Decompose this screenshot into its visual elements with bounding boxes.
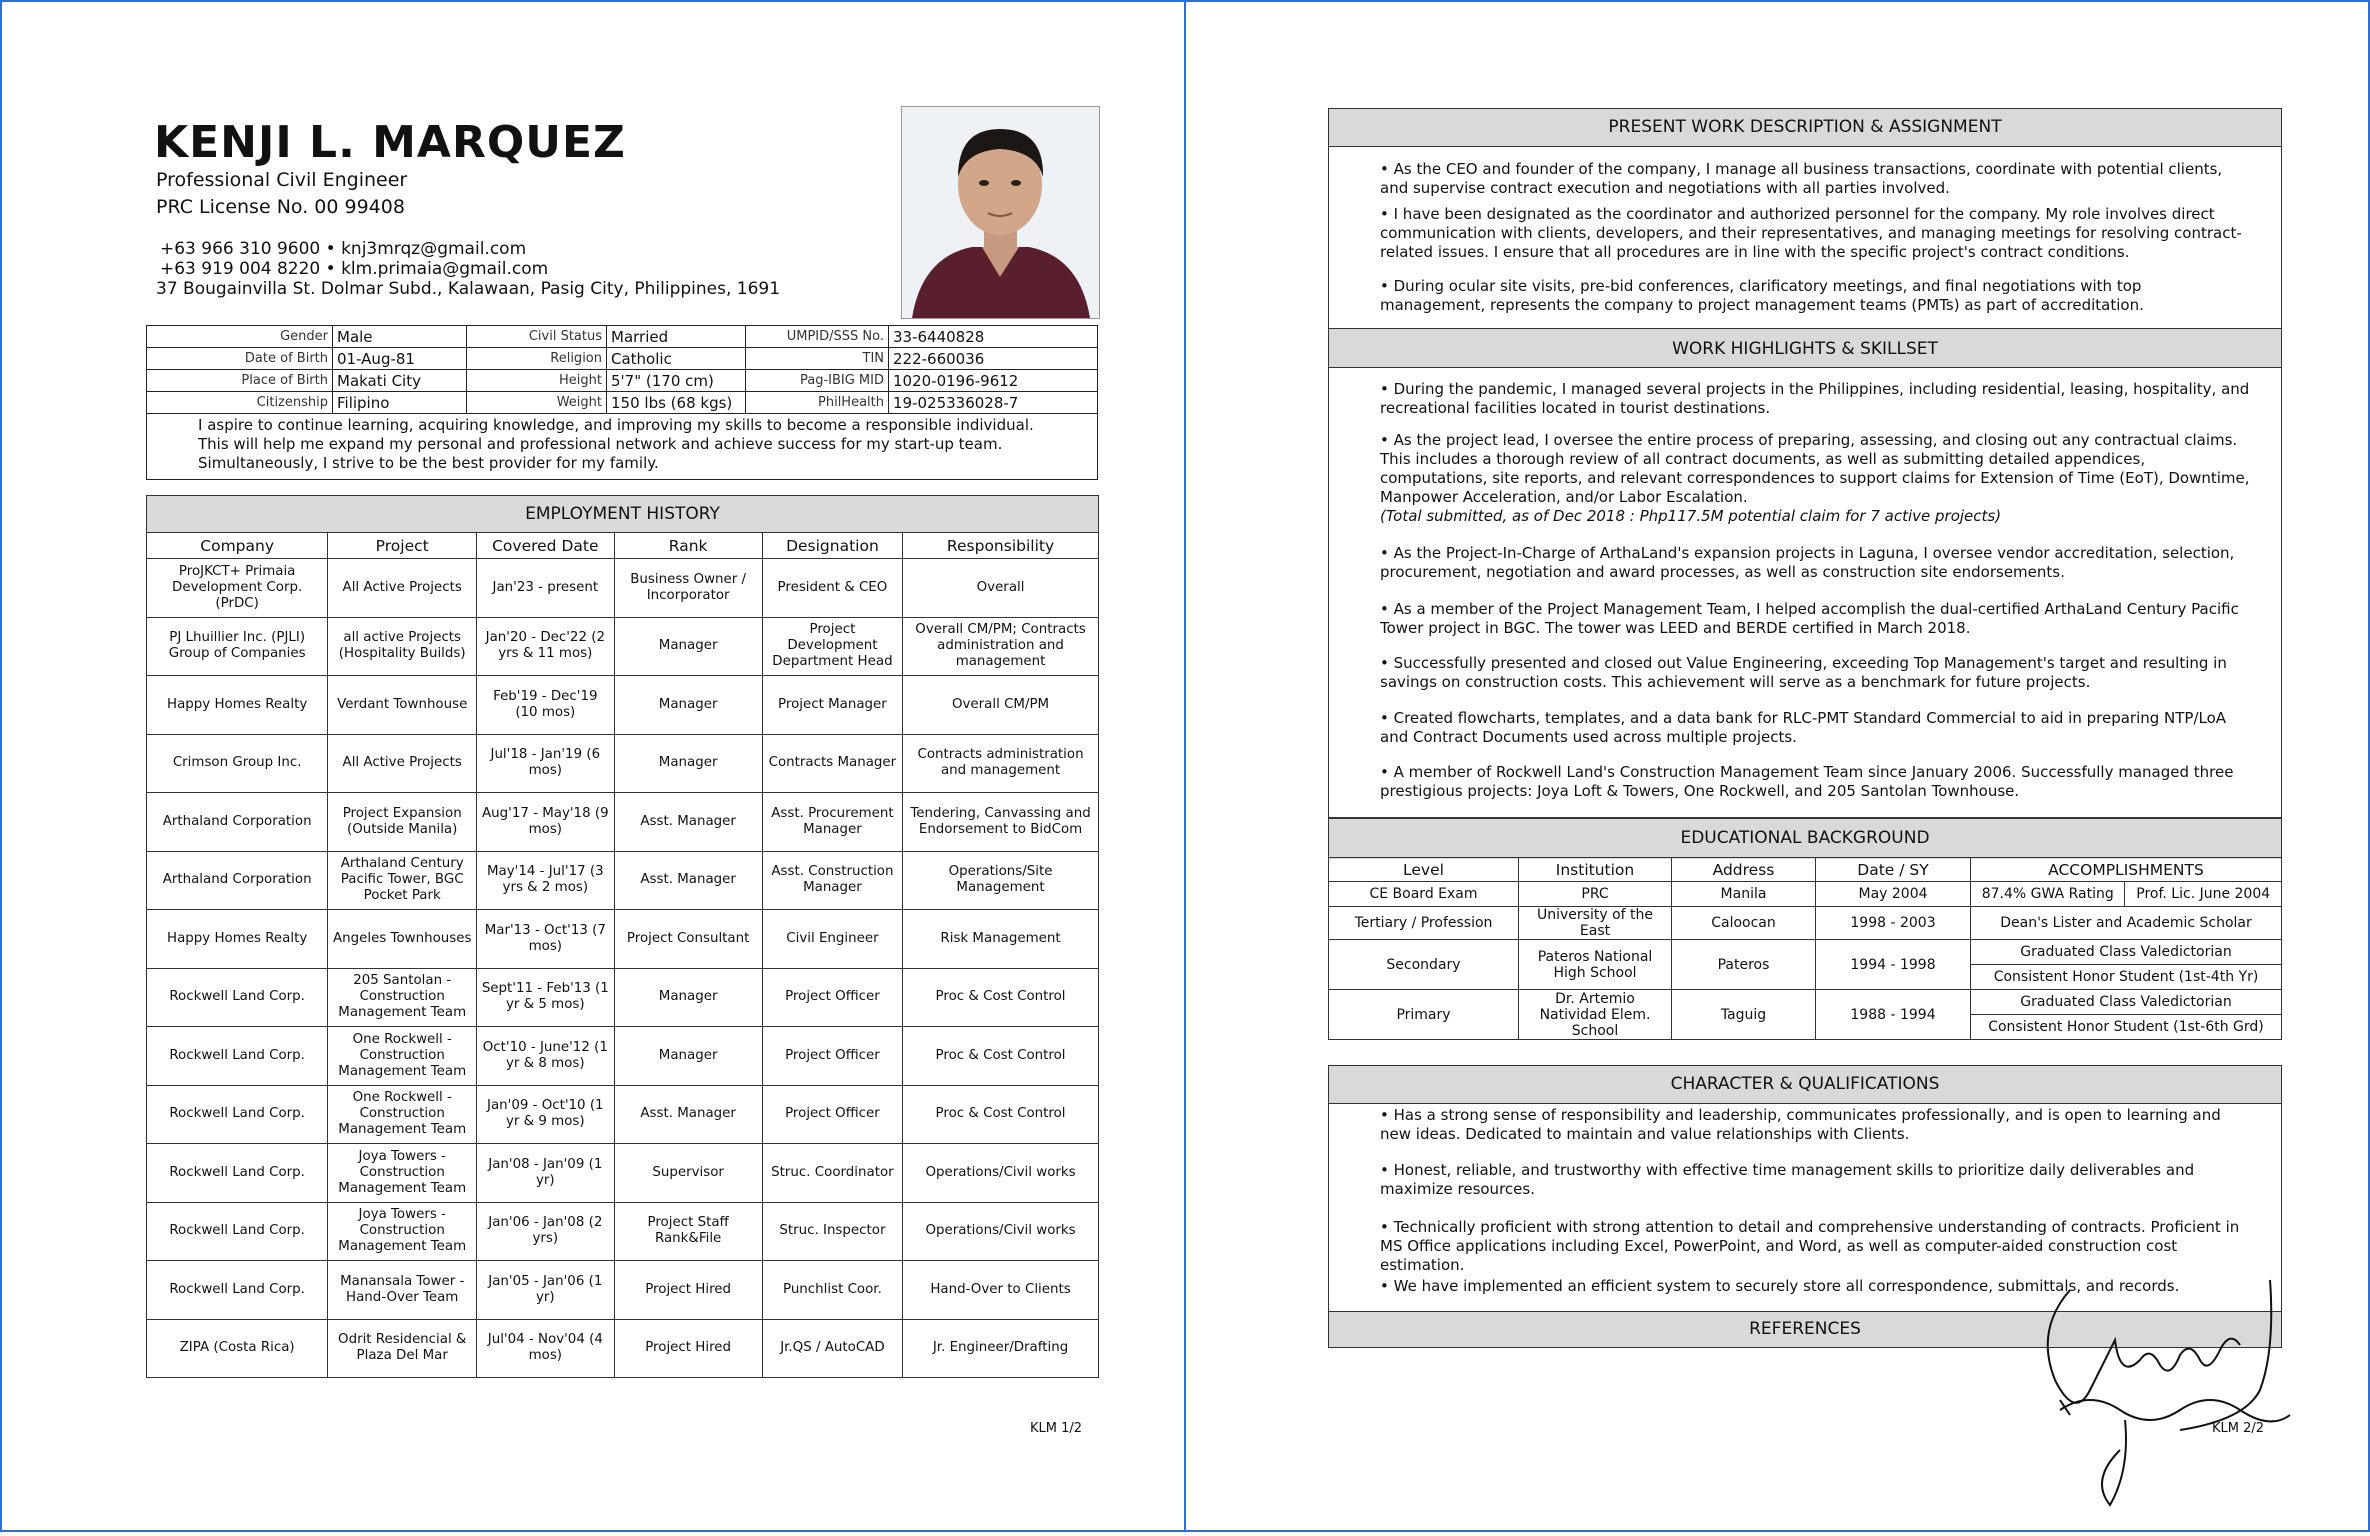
employment-row [147, 1202, 1099, 1261]
employment-responsibility: Overall CM/PM; Contracts administration and management [903, 617, 1099, 676]
edu-accomplishment: Consistent Honor Student (1st-6th Grd) [1971, 1015, 2282, 1040]
employment-rank: Project Consultant [614, 910, 762, 969]
edu-accomplishment: Prof. Lic. June 2004 [2125, 882, 2282, 907]
professional-title: Professional Civil Engineer [156, 169, 408, 191]
employment-project: Arthaland Century Pacific Tower, BGC Pocket Park [328, 851, 477, 910]
employment-rank: Manager [614, 617, 762, 676]
employment-company: Arthaland Corporation [147, 793, 328, 852]
present-work-bullet-1: • As the CEO and founder of the company, I manage all business transactions, coordinate with potential clients, and supervise contract execution and negotiations with all parties involved. [1380, 160, 2223, 197]
employment-covered-date: Mar'13 - Oct'13 (7 mos) [477, 910, 614, 969]
personal-info-label: UMPID/SSS No. [746, 326, 889, 348]
edu-institution: University of the East [1519, 907, 1672, 940]
employment-rank: Business Owner / Incorporator [614, 559, 762, 618]
edu-date: May 2004 [1816, 882, 1971, 907]
education-column-header: Level [1329, 858, 1519, 882]
claim-note-text: (Total submitted, as of Dec 2018 : Php117.5M potential claim for 7 active projects) [1380, 507, 2002, 525]
personal-info-value: 33-6440828 [889, 326, 1098, 348]
employment-responsibility: Risk Management [903, 910, 1099, 969]
employment-project: Manansala Tower - Hand-Over Team [328, 1261, 477, 1320]
personal-info-value: Married [607, 326, 746, 348]
employment-covered-date: May'14 - Jul'17 (3 yrs & 2 mos) [477, 851, 614, 910]
edu-level: Primary [1329, 990, 1519, 1040]
employment-row [147, 617, 1099, 676]
employment-row [147, 559, 1099, 618]
employment-row [147, 734, 1099, 793]
employment-covered-date: Jan'08 - Jan'09 (1 yr) [477, 1144, 614, 1203]
employment-covered-date: Jan'05 - Jan'06 (1 yr) [477, 1261, 614, 1320]
education-column-header: Address [1672, 858, 1816, 882]
employment-rank: Project Hired [614, 1319, 762, 1378]
employment-rank: Manager [614, 676, 762, 735]
personal-info-label: TIN [746, 348, 889, 370]
highlight-bullet-4: • As a member of the Project Management Team, I helped accomplish the dual-certified ArthaLand Century Pacific Tower project in BGC. The tower was LEED and BERDE certified in March 2018. [1380, 600, 2239, 637]
personal-info-label: Pag-IBIG MID [746, 370, 889, 392]
employment-project: Joya Towers - Construction Management Team [328, 1202, 477, 1261]
edu-date: 1994 - 1998 [1816, 940, 1971, 990]
employment-designation: Punchlist Coor. [762, 1261, 902, 1320]
employment-designation: Struc. Coordinator [762, 1144, 902, 1203]
signature [2030, 1270, 2310, 1510]
employment-rank: Manager [614, 734, 762, 793]
employment-covered-date: Jan'09 - Oct'10 (1 yr & 9 mos) [477, 1085, 614, 1144]
personal-info-label: Citizenship [147, 392, 333, 414]
employment-rank: Project Hired [614, 1261, 762, 1320]
employment-company: ZIPA (Costa Rica) [147, 1319, 328, 1378]
highlight-bullet-3: • As the Project-In-Charge of ArthaLand's expansion projects in Laguna, I oversee vendor accreditation, selection, procurement, negotiation and award processes, as well as construction site endorsements. [1380, 544, 2235, 581]
employment-project: all active Projects (Hospitality Builds) [328, 617, 477, 676]
employment-project: All Active Projects [328, 734, 477, 793]
present-work-bullet-2: • I have been designated as the coordinator and authorized personnel for the company. My role involves direct communication with clients, developers, and their representatives, and managing meetings for resolving contract-related issues. I ensure that all procedures are in line with the specific project's contract conditions. [1380, 205, 2242, 261]
employment-row [147, 1319, 1099, 1378]
page-1-footer: KLM 1/2 [1030, 1421, 1083, 1436]
employment-responsibility: Contracts administration and management [903, 734, 1099, 793]
personal-info-value: 5'7" (170 cm) [607, 370, 746, 392]
personal-info-label: Place of Birth [147, 370, 333, 392]
signature-drawing [2030, 1270, 2310, 1510]
employment-covered-date: Aug'17 - May'18 (9 mos) [477, 793, 614, 852]
employment-project: One Rockwell - Construction Management Team [328, 1027, 477, 1086]
employment-rank: Manager [614, 968, 762, 1027]
profile-photo [901, 106, 1100, 319]
present-work-bullet-3: • During ocular site visits, pre-bid conferences, clarificatory meetings, and final negotiations with top management, represents the company to project management teams (PMTs) as part of accreditation. [1380, 277, 2144, 314]
employment-covered-date: Jul'04 - Nov'04 (4 mos) [477, 1319, 614, 1378]
license-number: PRC License No. 00 99408 [156, 196, 405, 218]
present-work-heading: PRESENT WORK DESCRIPTION & ASSIGNMENT [1329, 109, 2281, 147]
highlight-bullet-1: • During the pandemic, I managed several projects in the Philippines, including residential, leasing, hospitality, and recreational facilities located in tourist destinations. [1380, 380, 2250, 417]
employment-company: Happy Homes Realty [147, 910, 328, 969]
employment-column-header: Designation [762, 533, 902, 559]
education-column-header: ACCOMPLISHMENTS [1971, 858, 2282, 882]
edu-accomplishment: Graduated Class Valedictorian [1971, 940, 2282, 965]
employment-designation: Project Officer [762, 1027, 902, 1086]
employment-company: ProJKCT+ Primaia Development Corp. (PrDC) [147, 559, 328, 618]
edu-accomplishment: Consistent Honor Student (1st-4th Yr) [1971, 965, 2282, 990]
employment-row [147, 1027, 1099, 1086]
employment-responsibility: Proc & Cost Control [903, 1085, 1099, 1144]
employment-covered-date: Jul'18 - Jan'19 (6 mos) [477, 734, 614, 793]
character-bullet-4: • We have implemented an efficient system to securely store all correspondence, submittals, and records. [1380, 1277, 2180, 1295]
employment-covered-date: Oct'10 - June'12 (1 yr & 8 mos) [477, 1027, 614, 1086]
employment-responsibility: Operations/Civil works [903, 1144, 1099, 1203]
employment-rank: Manager [614, 1027, 762, 1086]
employment-column-header: Covered Date [477, 533, 614, 559]
education-table [1328, 857, 2282, 1040]
edu-institution: Dr. Artemio Natividad Elem. School [1519, 990, 1672, 1040]
personal-info-row [147, 326, 1098, 348]
employment-company: Rockwell Land Corp. [147, 1027, 328, 1086]
edu-institution: Pateros National High School [1519, 940, 1672, 990]
employment-designation: Project Development Department Head [762, 617, 902, 676]
character-bullet-3: • Technically proficient with strong attention to detail and comprehensive understanding of contracts. Proficient in MS Office applications including Excel, PowerPoint, and Word, as well as computer-aided construction cost estimation. [1380, 1218, 2240, 1274]
personal-info-value: Male [333, 326, 467, 348]
employment-designation: Asst. Construction Manager [762, 851, 902, 910]
employment-covered-date: Jan'20 - Dec'22 (2 yrs & 11 mos) [477, 617, 614, 676]
personal-info-label: Gender [147, 326, 333, 348]
employment-row [147, 676, 1099, 735]
personal-info-value: 01-Aug-81 [333, 348, 467, 370]
claim-note [1380, 507, 2250, 526]
employment-company: Rockwell Land Corp. [147, 1085, 328, 1144]
personal-info-value: 150 lbs (68 kgs) [607, 392, 746, 414]
employment-column-header: Rank [614, 533, 762, 559]
personal-info-row [147, 392, 1098, 414]
edu-accomplishment: Dean's Lister and Academic Scholar [1971, 907, 2282, 940]
employment-project: One Rockwell - Construction Management Team [328, 1085, 477, 1144]
employment-history-table [146, 495, 1099, 1378]
employment-row [147, 1261, 1099, 1320]
personal-info-value: Filipino [333, 392, 467, 414]
education-section [1328, 818, 2282, 858]
highlight-bullet-2: • As the project lead, I oversee the entire process of preparing, assessing, and closing out any contractual claims. This includes a thorough review of all contract documents, as well as submitting detailed appendices, computations, site reports, and relevant correspondences to support claims for Extension of Time (EoT), Downtime, Manpower Acceleration, and/or Labor Escalation. [1380, 431, 2250, 506]
personal-info-table [146, 325, 1098, 414]
employment-project: Odrit Residencial & Plaza Del Mar [328, 1319, 477, 1378]
edu-address: Caloocan [1672, 907, 1816, 940]
employment-designation: Jr.QS / AutoCAD [762, 1319, 902, 1378]
employment-designation: Project Officer [762, 968, 902, 1027]
edu-address: Taguig [1672, 990, 1816, 1040]
employment-company: Rockwell Land Corp. [147, 1144, 328, 1203]
personal-info-label: Weight [467, 392, 607, 414]
employment-responsibility: Overall CM/PM [903, 676, 1099, 735]
employment-column-header: Company [147, 533, 328, 559]
employment-row [147, 851, 1099, 910]
employment-rank: Supervisor [614, 1144, 762, 1203]
education-column-header: Institution [1519, 858, 1672, 882]
personal-info-value: 19-025336028-7 [889, 392, 1098, 414]
employment-responsibility: Jr. Engineer/Drafting [903, 1319, 1099, 1378]
employment-rank: Asst. Manager [614, 1085, 762, 1144]
employment-column-header: Responsibility [903, 533, 1099, 559]
employment-designation: President & CEO [762, 559, 902, 618]
employment-designation: Project Officer [762, 1085, 902, 1144]
employment-row [147, 1144, 1099, 1203]
employment-covered-date: Sept'11 - Feb'13 (1 yr & 5 mos) [477, 968, 614, 1027]
edu-date: 1998 - 2003 [1816, 907, 1971, 940]
employment-responsibility: Hand-Over to Clients [903, 1261, 1099, 1320]
employment-project: 205 Santolan - Construction Management Team [328, 968, 477, 1027]
edu-accomplishment: Graduated Class Valedictorian [1971, 990, 2282, 1015]
personal-info-value: Makati City [333, 370, 467, 392]
edu-address: Pateros [1672, 940, 1816, 990]
employment-project: Verdant Townhouse [328, 676, 477, 735]
edu-institution: PRC [1519, 882, 1672, 907]
highlight-bullet-6: • Created flowcharts, templates, and a data bank for RLC-PMT Standard Commercial to aid in preparing NTP/LoA and Contract Documents used across multiple projects. [1380, 709, 2227, 746]
highlight-bullet-7: • A member of Rockwell Land's Construction Management Team since January 2006. Successfully managed three prestigious projects: Joya Loft & Towers, One Rockwell, and 205 Santolan Townhouse. [1380, 763, 2234, 800]
employment-project: Joya Towers - Construction Management Team [328, 1144, 477, 1203]
employment-designation: Contracts Manager [762, 734, 902, 793]
employment-company: Crimson Group Inc. [147, 734, 328, 793]
employment-designation: Project Manager [762, 676, 902, 735]
personal-info-label: PhilHealth [746, 392, 889, 414]
employment-responsibility: Proc & Cost Control [903, 1027, 1099, 1086]
employment-designation: Civil Engineer [762, 910, 902, 969]
employment-designation: Asst. Procurement Manager [762, 793, 902, 852]
employment-covered-date: Jan'23 - present [477, 559, 614, 618]
employment-covered-date: Jan'06 - Jan'08 (2 yrs) [477, 1202, 614, 1261]
employment-company: PJ Lhuillier Inc. (PJLI) Group of Companies [147, 617, 328, 676]
employment-company: Rockwell Land Corp. [147, 968, 328, 1027]
personal-info-label: Religion [467, 348, 607, 370]
contact-line-2: +63 919 004 8220 • klm.primaia@gmail.com [160, 259, 549, 279]
page-2-footer: KLM 2/2 [2212, 1421, 2265, 1436]
employment-company: Rockwell Land Corp. [147, 1261, 328, 1320]
employment-rank: Asst. Manager [614, 851, 762, 910]
personal-info-row [147, 370, 1098, 392]
employment-column-header: Project [328, 533, 477, 559]
edu-date: 1988 - 1994 [1816, 990, 1971, 1040]
employment-rank: Project Staff Rank&File [614, 1202, 762, 1261]
employment-responsibility: Overall [903, 559, 1099, 618]
career-objective [146, 412, 1098, 480]
personal-info-row [147, 348, 1098, 370]
references-heading: REFERENCES [1329, 1311, 2281, 1347]
highlight-bullet-5: • Successfully presented and closed out Value Engineering, exceeding Top Management's target and resulting in savings on construction costs. This achievement will serve as a benchmark for future projects. [1380, 654, 2227, 691]
education-heading: EDUCATIONAL BACKGROUND [1329, 819, 2281, 859]
employment-covered-date: Feb'19 - Dec'19 (10 mos) [477, 676, 614, 735]
employment-rank: Asst. Manager [614, 793, 762, 852]
employment-history-heading: EMPLOYMENT HISTORY [147, 496, 1099, 533]
objective-text: I aspire to continue learning, acquiring knowledge, and improving my skills to become a responsible individual. This will help me expand my personal and professional network and achieve success for my start-up team. Simultaneously, I strive to be the best provider for my family. [198, 416, 1034, 472]
employment-designation: Struc. Inspector [762, 1202, 902, 1261]
character-heading: CHARACTER & QUALIFICATIONS [1329, 1066, 2281, 1104]
applicant-name: KENJI L. MARQUEZ [154, 117, 626, 168]
employment-company: Rockwell Land Corp. [147, 1202, 328, 1261]
edu-accomplishment: 87.4% GWA Rating [1971, 882, 2125, 907]
personal-info-value: 1020-0196-9612 [889, 370, 1098, 392]
employment-responsibility: Proc & Cost Control [903, 968, 1099, 1027]
character-bullet-1: • Has a strong sense of responsibility and leadership, communicates professionally, and is open to learning and new ideas. Dedicated to maintain and value relationships with Clients. [1380, 1106, 2221, 1143]
personal-info-label: Civil Status [467, 326, 607, 348]
employment-row [147, 1085, 1099, 1144]
personal-info-value: 222-660036 [889, 348, 1098, 370]
personal-info-label: Date of Birth [147, 348, 333, 370]
employment-responsibility: Operations/Site Management [903, 851, 1099, 910]
edu-address: Manila [1672, 882, 1816, 907]
employment-row [147, 968, 1099, 1027]
employment-responsibility: Operations/Civil works [903, 1202, 1099, 1261]
employment-project: All Active Projects [328, 559, 477, 618]
employment-project: Project Expansion (Outside Manila) [328, 793, 477, 852]
employment-project: Angeles Townhouses [328, 910, 477, 969]
edu-level: CE Board Exam [1329, 882, 1519, 907]
home-address: 37 Bougainvilla St. Dolmar Subd., Kalawaan, Pasig City, Philippines, 1691 [156, 279, 781, 299]
personal-info-label: Height [467, 370, 607, 392]
employment-company: Arthaland Corporation [147, 851, 328, 910]
employment-row [147, 910, 1099, 969]
edu-level: Secondary [1329, 940, 1519, 990]
character-bullet-2: • Honest, reliable, and trustworthy with effective time management skills to prioritize daily deliverables and maximize resources. [1380, 1161, 2195, 1198]
edu-level: Tertiary / Profession [1329, 907, 1519, 940]
education-column-header: Date / SY [1816, 858, 1971, 882]
contact-line-1: +63 966 310 9600 • knj3mrqz@gmail.com [160, 239, 527, 259]
employment-row [147, 793, 1099, 852]
highlights-heading: WORK HIGHLIGHTS & SKILLSET [1329, 328, 2281, 368]
employment-responsibility: Tendering, Canvassing and Endorsement to BidCom [903, 793, 1099, 852]
employment-company: Happy Homes Realty [147, 676, 328, 735]
personal-info-value: Catholic [607, 348, 746, 370]
